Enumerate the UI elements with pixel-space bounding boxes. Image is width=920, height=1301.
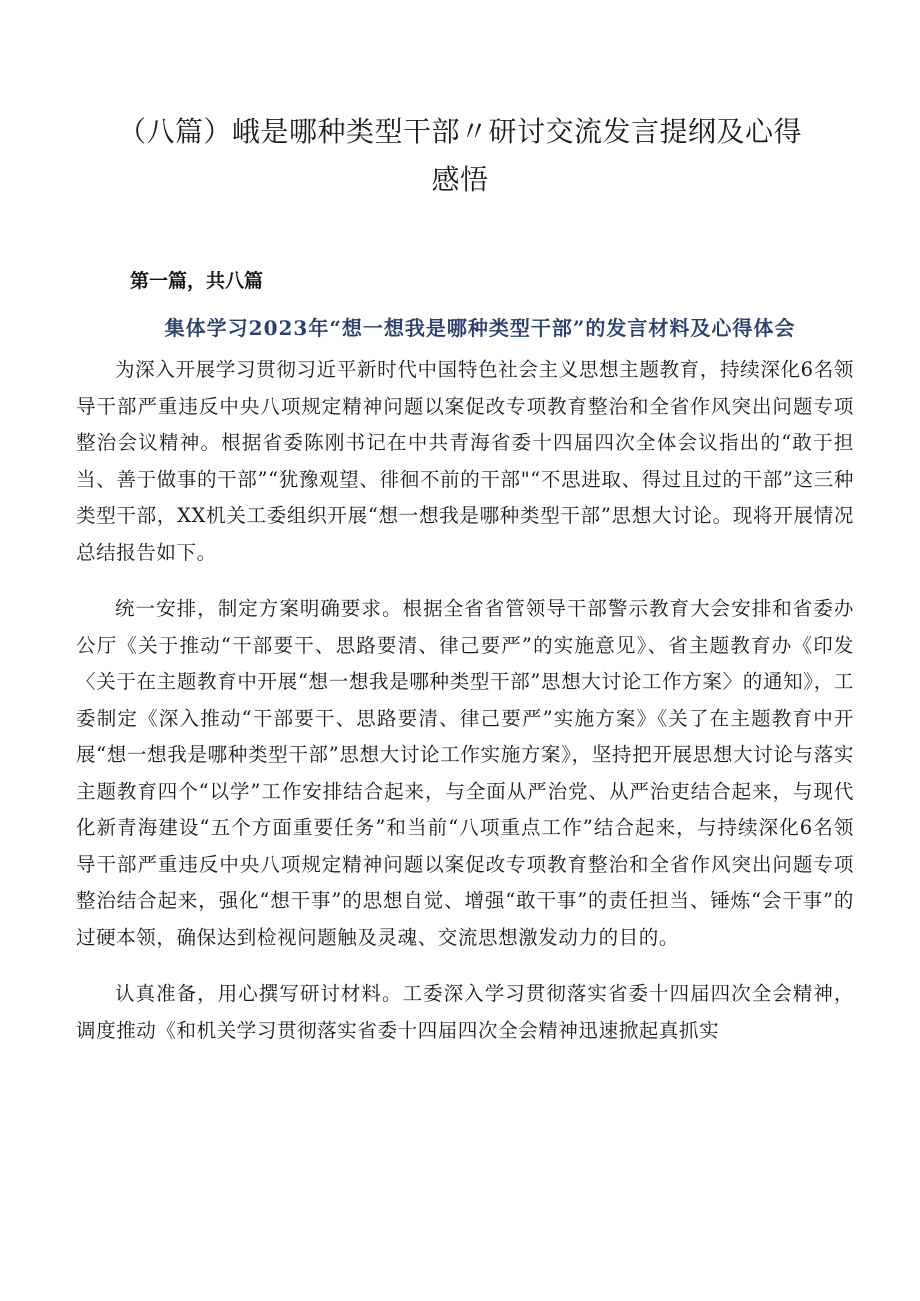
paragraph-preparation: 认真准备，用心撰写研讨材料。工委深入学习贯彻落实省委十四届四次全会精神，调度推动《和机关学习贯彻落实省委十四届四次全会精神迅速掀起真抓实 [76,982,854,1042]
article-subheading: 集体学习2023年“想一想我是哪种类型干部”的发言材料及心得体会 [164,316,796,340]
part-heading: 第一篇，共八篇 [130,270,264,292]
paragraph-intro: 为深入开展学习贯彻习近平新时代中国特色社会主义思想主题教育，持续深化6名领导干部严重违反中央八项规定精神问题以案促改专项教育整治和全省作风突出问题专项整治会议精神。根据省委陈刚书记在中共青海省委十四届四次全体会议指出的“敢于担当、善于做事的干部”“犹豫观望、徘徊不前的干部"“不思进取、得过且过的干部”这三种类型干部，XX机关工委组织开展“想一想我是哪种类型干部”思想大讨论。现将开展情况总结报告如下。 [76,358,854,564]
document-title: （八篇）峨是哪种类型干部〃研讨交流发言提纲及心得感悟 [117,115,802,196]
document-body [76,352,854,1069]
paragraph-arrangement: 统一安排，制定方案明确要求。根据全省省管领导干部警示教育大会安排和省委办公厅《关于推动“干部要干、思路要清、律己要严”的实施意见》、省主题教育办《印发〈关于在主题教育中开展“想一想我是哪种类型干部”思想大讨论工作方案〉的通知》，工委制定《深入推动“干部要干、思路要清、律己要严”实施方案》《关了在主题教育中开展“想一想我是哪种类型干部”思想大讨论工作实施方案》，坚持把开展思想大讨论与落实主题教育四个“以学”工作安排结合起来，与全面从严治党、从严治吏结合起来，与现代化新青海建设“五个方面重要任务”和当前“八项重点工作”结合起来，与持续深化6名领导干部严重违反中央八项规定精神问题以案促改专项教育整治和全省作风突出问题专项整治结合起来，强化“想干事”的思想自觉、增强“敢干事”的责任担当、锤炼“会干事”的过硬本领，确保达到检视问题触及灵魂、交流思想激发动力的目的。 [76,597,854,949]
